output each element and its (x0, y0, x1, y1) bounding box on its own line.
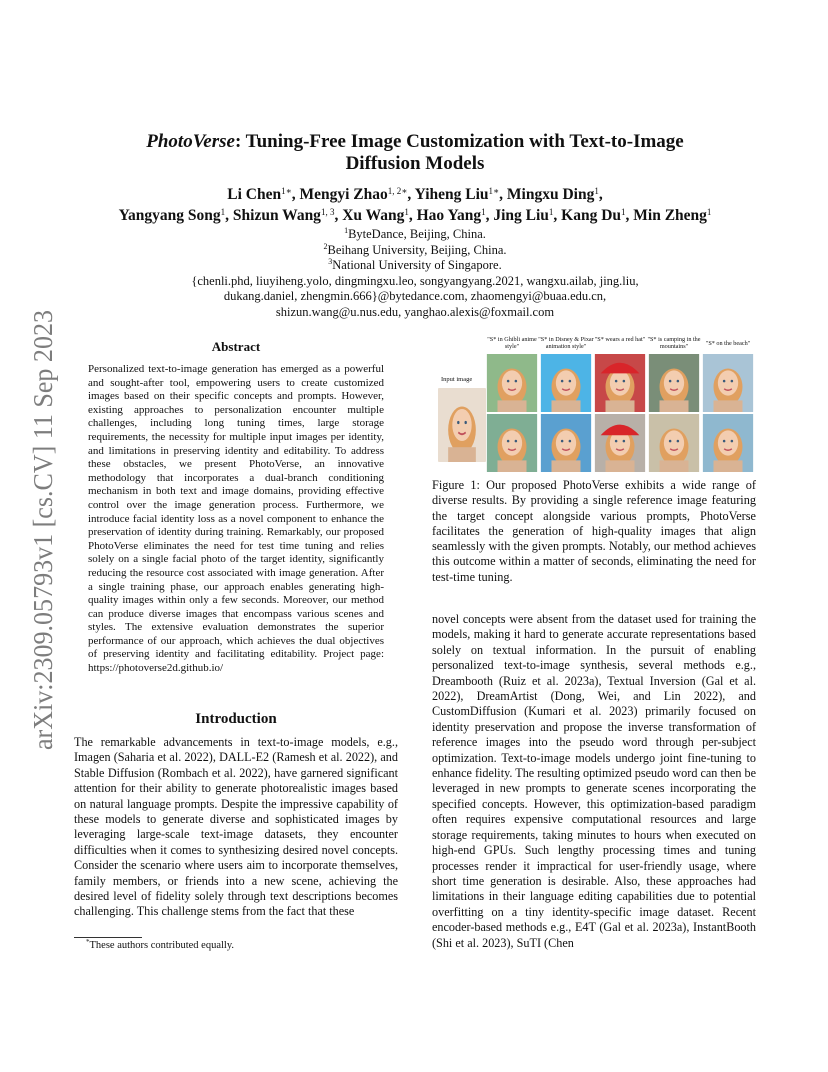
title-line1: : Tuning-Free Image Customization with Text-to-Image (234, 131, 684, 152)
author: Shizun Wang$^{1, 3}$ (232, 207, 335, 224)
introduction-body (74, 735, 398, 920)
arxiv-side-stamp (22, 293, 62, 750)
author: Xu Wang$^1$ (342, 207, 409, 224)
result-image-beach (702, 414, 754, 472)
title-line2: Diffusion Models (345, 153, 485, 174)
abstract-text: Personalized text-to-image generation has emerged as a powerful and sought-after tool, empowering users to create customized images based on their specific concepts and prompts. However, existing approaches to personalization encounter multiple challenges, including long tuning times, large storage requirements, the necessity for multiple input images per identity, and limitations in preserving identity and editability. To address these obstacles, we present PhotoVerse, an innovative methodology that incorporates a dual-branch conditioning mechanism in both text and image domains, providing effective control over the image generation process. Furthermore, we introduce facial identity loss as a novel component to enhance the preservation of identity during training. Remarkably, our proposed PhotoVerse eliminates the need for test time tuning and relies solely on a single facial photo of the target identity, significantly reducing the resource cost associated with image generation. After a single training phase, our approach enables generating high-quality images within only a few seconds. Moreover, our method can produce diverse images that encompass various scenes and styles. The extensive evaluation demonstrates the superior performance of our approach, which achieves the dual objectives of preserving identity and facilitating editability. Project page: https://photoverse2d.github.io/ (88, 363, 384, 675)
abstract-body (88, 363, 384, 676)
title-method-name: PhotoVerse (146, 131, 235, 152)
prompt-label: "S* on the beach" (705, 340, 751, 347)
author: Hao Yang$^1$ (416, 207, 486, 224)
result-image-disney (540, 354, 592, 412)
prompt-label: "S* is camping in the mountains" (647, 336, 701, 350)
author: Li Chen$^{1∗}$ (227, 186, 292, 203)
abstract-heading: Abstract (211, 339, 261, 354)
author: Yiheng Liu$^{1∗}$ (414, 186, 500, 203)
prompt-label: "S* wears a red hat" (594, 336, 646, 343)
email-line: shizun.wang@u.nus.edu, yanghao.alexis@foxmail.com (275, 304, 555, 319)
result-image-ghibli (486, 414, 538, 472)
result-image-camping (648, 354, 700, 412)
affiliation: $^1$ByteDance, Beijing, China. (344, 226, 486, 241)
result-image-disney (540, 414, 592, 472)
email-line: {chenli.phd, liuyiheng.yolo, dingmingxu.leo, songyangyang.2021, wangxu.ailab, jing.liu, (191, 273, 639, 288)
result-image-red-hat (594, 414, 646, 472)
author-list: Li Chen$^{1∗}$, Mengyi Zhao$^{1, 2∗}$, Yiheng Liu$^{1∗}$, Mingxu Ding$^1$, Yangyang Song$^1$, Shizun Wang$^{1, 3}$, Xu Wang$^1$, Hao Yang$^1$, Jing Liu$^1$, Kang Du$^1$, Min Zheng$^1$ (118, 186, 712, 224)
affiliation: $^3$National University of Singapore. (328, 257, 502, 273)
author: Jing Liu$^1$ (493, 207, 554, 224)
affiliations (100, 227, 730, 321)
right-column-body (432, 612, 756, 951)
result-image-red-hat (594, 354, 646, 412)
prompt-label: "S* in Disney & Pixar animation style" (538, 336, 594, 350)
footnote: *These authors contributed equally. (86, 938, 235, 951)
author: Kang Du$^1$ (561, 207, 626, 224)
result-image-ghibli (486, 354, 538, 412)
author: Yangyang Song$^1$ (118, 207, 226, 224)
introduction-heading: Introduction (195, 711, 277, 727)
figure-1-caption: Figure 1: Our proposed PhotoVerse exhibits a wide range of diverse results. By providing a single reference image featuring the target concept alongside various prompts, PhotoVerse facilitates the generation of high-quality images that align seamlessly with the given prompts. Notably, our method achieves this outcome within a matter of seconds, eliminating the need for test-time tuning. (432, 478, 756, 584)
input-image (438, 388, 486, 462)
input-image-label: Input image (441, 376, 473, 383)
affiliation: $^2$Beihang University, Beijing, China. (323, 241, 507, 257)
arxiv-identifier: arXiv:2309.05793v1 [cs.CV] 11 Sep 2023 (28, 293, 58, 750)
footnote-rule (74, 937, 142, 938)
figure-1 (432, 334, 758, 474)
prompt-label: "S* in Ghibli anime style" (487, 336, 537, 350)
result-image-camping (648, 414, 700, 472)
author: Mingxu Ding$^1$ (506, 186, 599, 203)
right-column-text: novel concepts were absent from the dataset used for training the models, making it hard to generate accurate representations based solely on textual information. In the pursuit of enabling personalized text-to-image synthesis, several methods e.g., Dreambooth (Ruiz et al. 2023a), Textual Inversion (Gal et al. 2022), DreamArtist (Dong, Wei, and Lin 2022), and CustomDiffusion (Kumari et al. 2023) primarily focused on identity preservation and propose the inverse transformation of reference images into the pseudo word through per-subject optimization. Text-to-image models undergo joint fine-tuning to enhance fidelity. The resulting optimized pseudo word can then be leveraged in new prompts to generate scenes incorporating the specified concepts. However, this optimization-based paradigm often requires expensive computational resources and large storage requirements, taking minutes to hours when executed on high-end GPUs. Such lengthy processing times and tuning processes render it impractical for user-friendly usage, where short time generation is desirable. Also, these approaches had limitations in their language editing capabilities due to potential overfitting on a tiny identity-specific image dataset. Recent encoder-based methods e.g., E4T (Gal et al. 2023a), InstantBooth (Shi et al. 2023), SuTI (Chen (432, 612, 756, 950)
author: Min Zheng$^1$ (633, 207, 712, 224)
introduction-text: The remarkable advancements in text-to-image models, e.g., Imagen (Saharia et al. 2022), DALL-E2 (Ramesh et al. 2022), and Stable Diffusion (Rombach et al. 2022), have garnered significant attention for their ability to generate photorealistic images based on natural language prompts. Despite the impressive capability of these models to generate diverse and sophisticated images by leveraging large-scale text-image datasets, they encounter difficulties when it comes to synthesizing desired novel concepts. Consider the scenario where users aim to incorporate themselves, family members, or friends into a new scene, achieving the desired level of fidelity solely through text descriptions becomes challenging. This challenge stems from the fact that these (74, 735, 398, 919)
paper-title (90, 131, 740, 175)
author: Mengyi Zhao$^{1, 2∗}$ (299, 186, 408, 203)
email-line: dukang.daniel, zhengmin.666}@bytedance.com, zhaomengyi@buaa.edu.cn, (223, 289, 607, 304)
result-image-beach (702, 354, 754, 412)
